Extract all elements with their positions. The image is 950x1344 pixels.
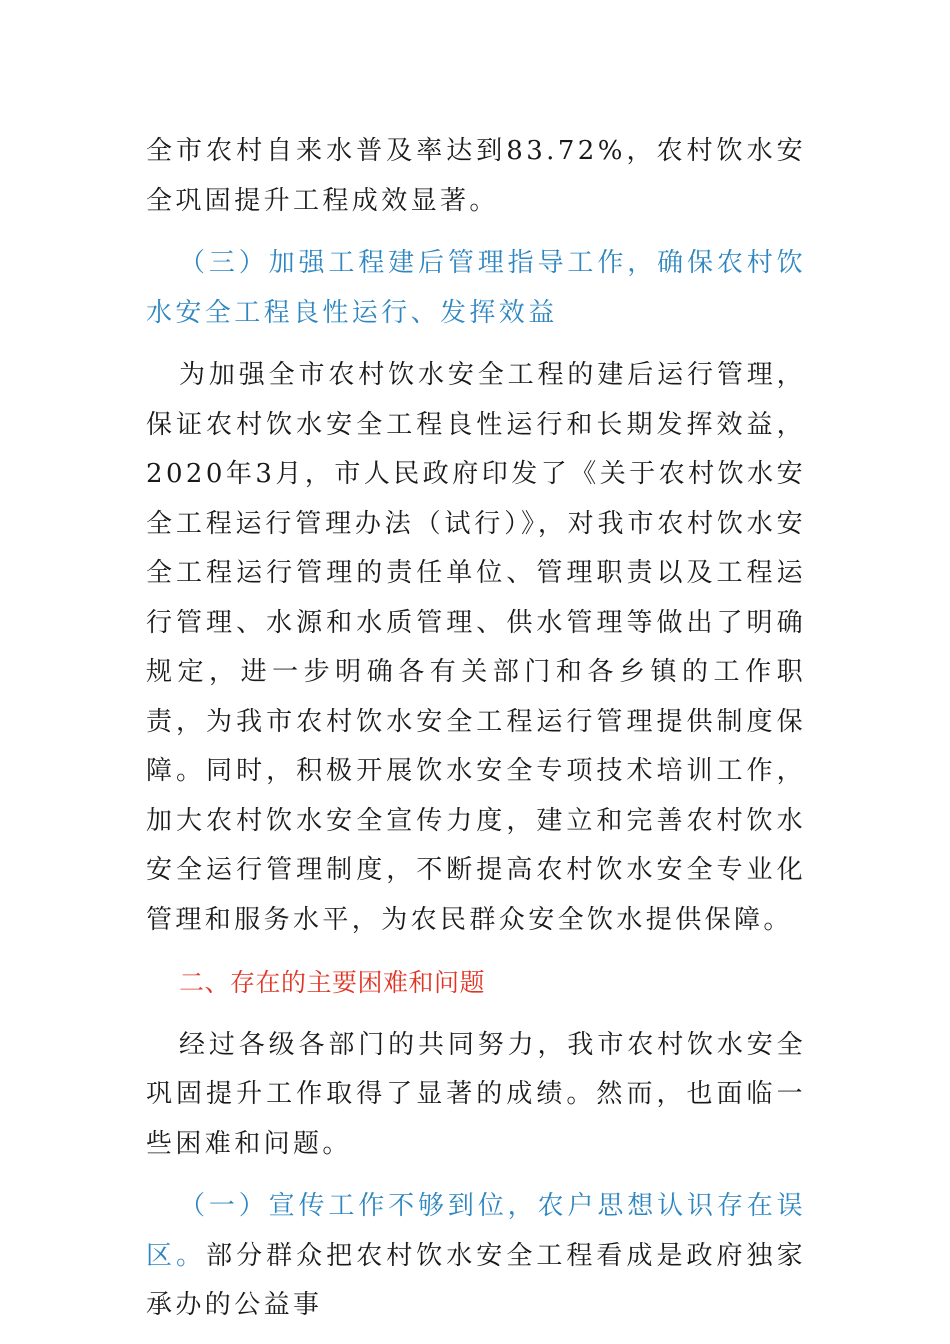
paragraph-publicity-issue bbox=[146, 1182, 806, 1331]
subheading-post-construction-management: （三）加强工程建后管理指导工作，确保农村饮水安全工程良性运行、发挥效益 bbox=[146, 248, 806, 328]
paragraph-water-coverage: 全市农村自来水普及率达到83.72%，农村饮水安全巩固提升工程成效显著。 bbox=[146, 136, 806, 216]
paragraph-publicity-body: 部分群众把农村饮水安全工程看成是政府独家承办的公益事 bbox=[146, 1240, 806, 1320]
paragraph-operation-management: 为加强全市农村饮水安全工程的建后运行管理，保证农村饮水安全工程良性运行和长期发挥效益，2020年3月，市人民政府印发了《关于农村饮水安全工程运行管理办法（试行）》，对我市农村饮水安全工程运行管理的责任单位、管理职责以及工程运行管理、水源和水质管理、供水管理等做出了明确规定，进一步明确各有关部门和各乡镇的工作职责，为我市农村饮水安全工程运行管理提供制度保障。同时，积极开展饮水安全专项技术培训工作，加大农村饮水安全宣传力度，建立和完善农村饮水安全运行管理制度，不断提高农村饮水安全专业化管理和服务水平，为农民群众安全饮水提供保障。 bbox=[146, 360, 806, 935]
paragraph-achievements: 经过各级各部门的共同努力，我市农村饮水安全巩固提升工作取得了显著的成绩。然而，也面临一些困难和问题。 bbox=[146, 1029, 806, 1159]
subheading-publicity-issue: （一）宣传工作不够到位，农户思想认识存在误区。 bbox=[146, 1191, 806, 1271]
document-page bbox=[146, 127, 806, 1331]
section-heading-difficulties: 二、存在的主要困难和问题 bbox=[179, 968, 486, 997]
